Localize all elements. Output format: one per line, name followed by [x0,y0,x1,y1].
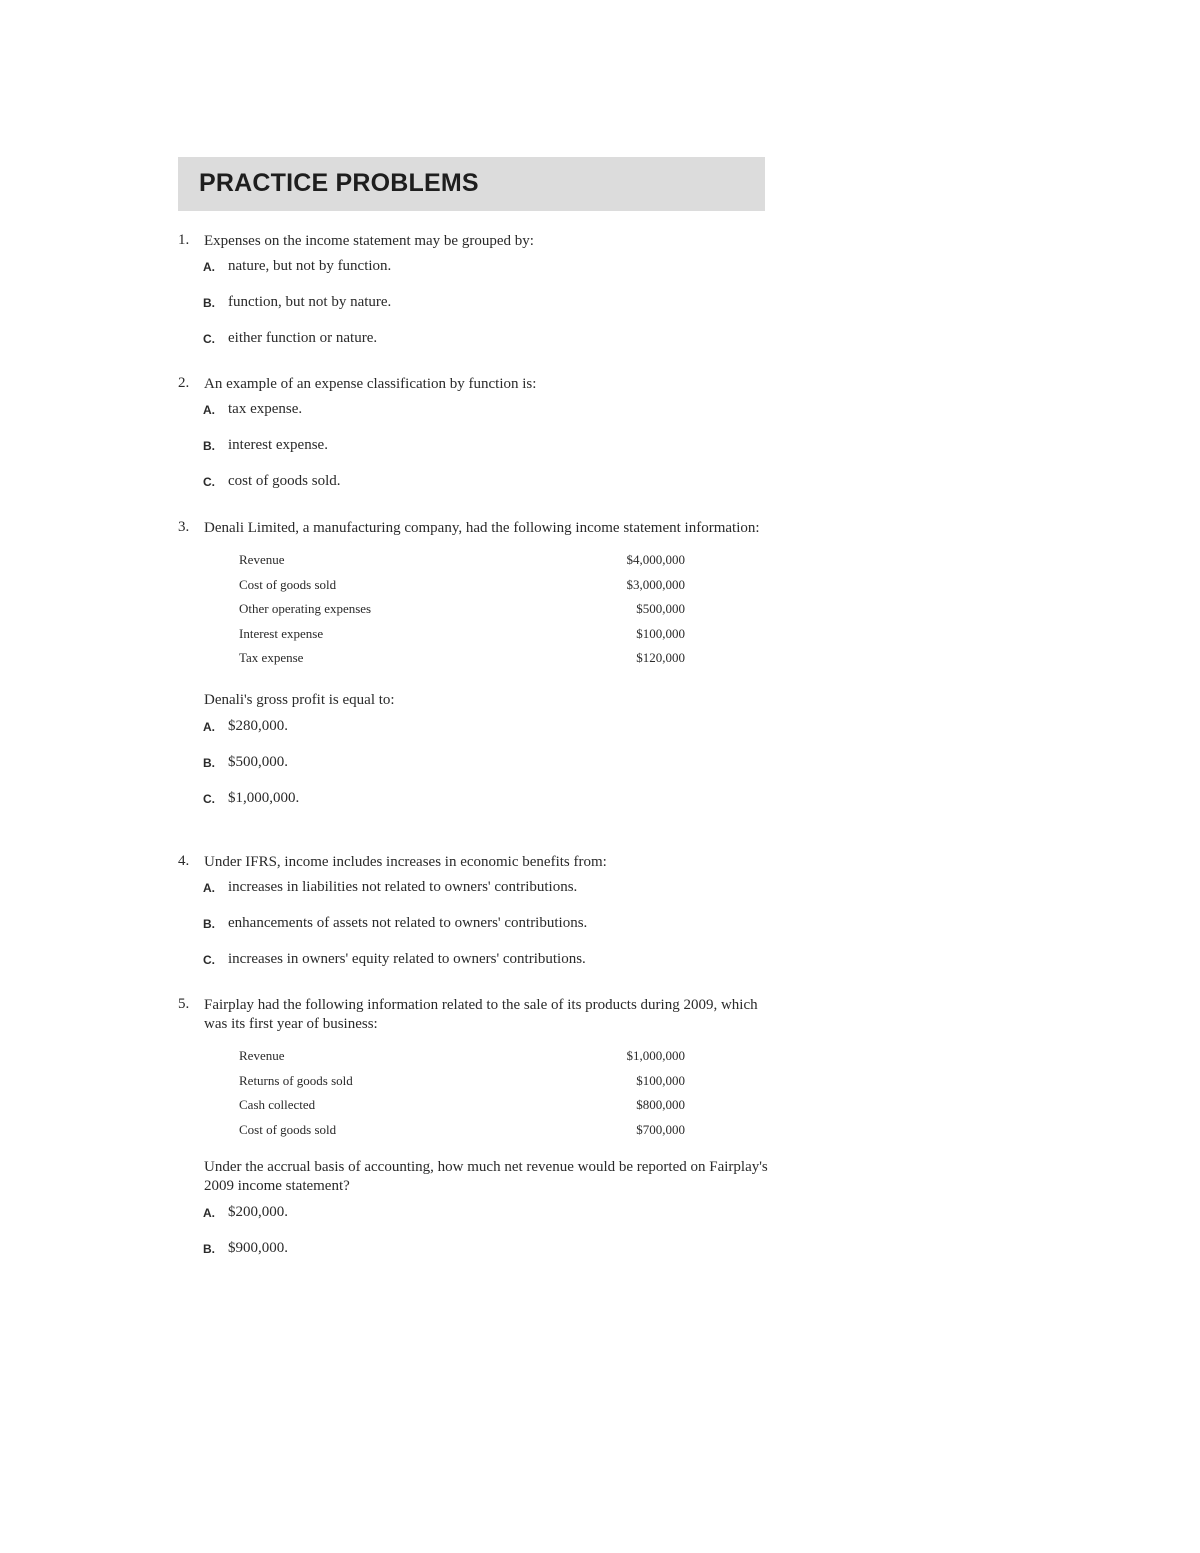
option-text: $1,000,000. [228,789,300,806]
option-letter: B. [203,439,215,453]
option-c [203,324,768,360]
option-letter: C. [203,791,215,806]
question-text: An example of an expense classification by function is: [204,376,537,392]
option-text: increases in liabilities not related to owners' contributions. [228,879,578,895]
option-letter: A. [203,1206,215,1220]
option-a [203,395,768,431]
option-c [203,467,768,503]
table-row [239,1118,685,1143]
option-letter: C. [203,475,215,489]
row-label: Interest expense [239,625,324,641]
option-letter: C. [203,953,215,967]
section-header [178,157,765,211]
income-statement-table [239,548,685,671]
question-text: Expenses on the income statement may be grouped by: [204,233,534,249]
table-row [239,1093,685,1118]
row-value: $4,000,000 [626,552,685,568]
option-text: $500,000. [228,753,288,770]
question-2 [178,375,768,503]
option-letter: B. [203,1242,215,1256]
option-letter: A. [203,719,215,734]
table-row [239,1069,685,1094]
row-label: Tax expense [239,650,304,666]
option-text: $200,000. [228,1204,288,1220]
option-text: $900,000. [228,1240,288,1256]
option-letter: A. [203,881,215,895]
question-text: Fairplay had the following information related to the sale of its products during 2009, which was its first year of business: [204,997,758,1032]
option-b [203,909,768,945]
question-text: Under IFRS, income includes increases in economic benefits from: [204,854,607,870]
question-number: 2. [178,375,190,391]
option-a [203,873,768,909]
option-letter: B. [203,917,215,931]
table-row [239,622,685,647]
table-row [239,1044,685,1069]
page-title: PRACTICE PROBLEMS [199,169,479,197]
option-text: nature, but not by function. [228,258,392,274]
row-label: Other operating expenses [239,601,372,617]
option-text: increases in owners' equity related to owners' contributions. [228,951,586,967]
option-b [203,1234,768,1270]
question-5 [178,996,768,1270]
table-row [239,573,685,598]
option-b [203,288,768,324]
question-number: 4. [178,853,190,869]
option-b [203,431,768,467]
row-value: $100,000 [636,625,685,641]
question-1 [178,232,768,360]
question-number: 5. [178,996,190,1012]
row-label: Revenue [239,1048,285,1064]
table-row [239,597,685,622]
option-text: function, but not by nature. [228,294,392,310]
question-number: 1. [178,232,190,248]
option-text: enhancements of assets not related to owners' contributions. [228,915,588,931]
row-value: $1,000,000 [626,1048,685,1064]
option-c [203,784,768,820]
question-stem: Denali's gross profit is equal to: [204,691,395,708]
option-text: cost of goods sold. [228,473,341,489]
row-value: $700,000 [636,1121,685,1137]
option-a [203,252,768,288]
question-4 [178,853,768,981]
sales-information-table [239,1044,685,1142]
option-b [203,748,768,784]
table-row [239,548,685,573]
row-value: $120,000 [636,650,685,666]
option-text: $280,000. [228,717,288,734]
option-letter: A. [203,260,215,274]
option-text: either function or nature. [228,330,378,346]
row-value: $500,000 [636,601,685,617]
option-c [203,945,768,981]
option-letter: B. [203,755,215,770]
option-text: interest expense. [228,437,328,453]
option-a [203,1198,768,1234]
option-letter: A. [203,403,215,417]
question-stem: Under the accrual basis of accounting, how much net revenue would be reported on Fairplay's 2009 income statement? [204,1159,768,1194]
question-3 [178,519,768,820]
question-number: 3. [178,519,190,535]
row-label: Cost of goods sold [239,576,337,592]
question-text: Denali Limited, a manufacturing company, had the following income statement information: [204,520,760,536]
row-value: $100,000 [636,1072,685,1088]
option-letter: B. [203,296,215,310]
option-a [203,712,768,748]
table-row [239,646,685,671]
row-label: Returns of goods sold [239,1072,353,1088]
row-label: Revenue [239,552,285,568]
option-letter: C. [203,332,215,346]
option-text: tax expense. [228,401,303,417]
row-value: $3,000,000 [626,576,685,592]
row-label: Cash collected [239,1097,316,1113]
row-value: $800,000 [636,1097,685,1113]
row-label: Cost of goods sold [239,1121,337,1137]
